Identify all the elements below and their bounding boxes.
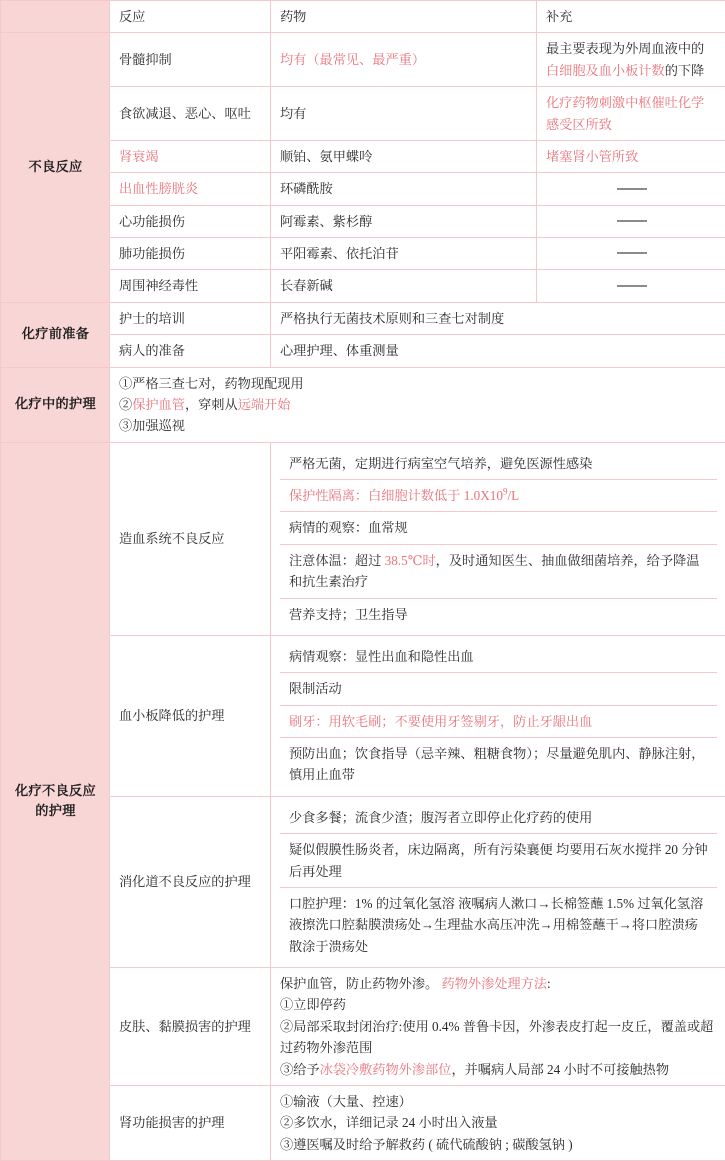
- item-small-frequent-meals: 少食多餐；流食少渣；腹泻者立即停止化疗药的使用: [280, 802, 717, 834]
- prep-patient-preparation-content: 心理护理、体重测量: [271, 335, 725, 367]
- item-condition-observation: 病情的观察：血常规: [280, 512, 717, 544]
- em-dash-icon: [617, 252, 647, 254]
- item-tooth-brushing: 刷牙：用软毛刷；不要使用牙签剔牙，防止牙龈出血: [280, 705, 717, 737]
- item-tail: /L: [507, 488, 519, 503]
- list-item: [280, 887, 717, 962]
- table-row: [1, 635, 725, 796]
- drug-pulmonary-damage: 平阳霉素、依托泊苷: [271, 238, 537, 270]
- header-cell-blank: [1, 1, 110, 33]
- skin-line-3: [280, 1016, 717, 1059]
- category-pre-chemo-preparation: 化疗前准备: [1, 302, 110, 367]
- item-suffix: ，及时通知医生、抽血做细菌培养，给予降温和抗生素治疗: [289, 553, 699, 589]
- table-row: [1, 238, 725, 270]
- note-peripheral-neurotoxicity: [537, 270, 725, 302]
- item-text: 保护性隔离：白细胞计数低于 1.0X10: [289, 488, 503, 503]
- superscript-9: 9: [503, 487, 508, 497]
- line-prefix: ②: [119, 397, 132, 412]
- group-label-hematopoietic: 造血系统不良反应: [110, 442, 271, 635]
- prep-nurse-training-content: 严格执行无菌技术原则和三查七对制度: [271, 302, 725, 334]
- list-item: [280, 641, 717, 673]
- group-content-digestive: [271, 796, 725, 967]
- table-row: [1, 87, 725, 141]
- line-text: ③加强巡视: [119, 418, 185, 433]
- note-bone-marrow-suppression: [537, 33, 725, 87]
- drug-renal-failure: 顺铂、氨甲蝶呤: [271, 140, 537, 172]
- renal-line-2: [280, 1112, 717, 1133]
- table-row: [1, 367, 725, 442]
- note-renal-failure: 堵塞肾小管所致: [537, 140, 725, 172]
- note-appetite-nausea-vomiting: 化疗药物刺激中枢催吐化学感受区所致: [537, 87, 725, 141]
- group-label-thrombocytopenia: 血小板降低的护理: [110, 635, 271, 796]
- group-label-renal-function: 肾功能损害的护理: [110, 1085, 271, 1160]
- table-row: [1, 335, 725, 367]
- header-cell-reaction: 反应: [110, 1, 271, 33]
- line-text: ②局部采取封闭治疗:使用 0.4% 普鲁卡因，外渗表皮打起一皮丘，覆盖或超过药物外渗范围: [280, 1019, 713, 1055]
- table-row: [1, 270, 725, 302]
- table-row: [1, 302, 725, 334]
- note-highlight: 白细胞及血小板计数: [546, 63, 665, 78]
- line-text: ①输液（大量、控速）: [280, 1094, 412, 1109]
- line-highlight: 冰袋冷敷药物外渗部位: [320, 1062, 452, 1077]
- note-cardiac-damage: [537, 205, 725, 237]
- em-dash-icon: [617, 220, 647, 222]
- table-header-row: [1, 1, 725, 33]
- em-dash-icon: [617, 285, 647, 287]
- skin-line-2: [280, 994, 717, 1015]
- group-content-thrombocytopenia: [271, 635, 725, 796]
- inner-list: [280, 641, 717, 791]
- group-label-skin-mucosa: 皮肤、黏膜损害的护理: [110, 968, 271, 1086]
- reaction-cardiac-damage: 心功能损伤: [110, 205, 271, 237]
- drug-peripheral-neurotoxicity: 长春新碱: [271, 270, 537, 302]
- reaction-pulmonary-damage: 肺功能损伤: [110, 238, 271, 270]
- item-highlight: 38.5℃时: [385, 553, 436, 568]
- table-row: [1, 968, 725, 1086]
- group-content-skin-mucosa: [271, 968, 725, 1086]
- line-highlight-2: 远端开始: [238, 397, 291, 412]
- item-nutrition-support: 营养支持；卫生指导: [280, 598, 717, 630]
- drug-bone-marrow-suppression: 均有（最常见、最严重）: [271, 33, 537, 87]
- inner-list: [280, 448, 717, 630]
- list-item: [280, 480, 717, 512]
- prep-nurse-training-label: 护士的培训: [110, 302, 271, 334]
- group-content-hematopoietic: [271, 442, 725, 635]
- item-temperature-watch: [280, 544, 717, 598]
- header-cell-drug: 药物: [271, 1, 537, 33]
- skin-line-1: [280, 973, 717, 994]
- item-bleeding-observation: 病情观察：显性出血和隐性出血: [280, 641, 717, 673]
- item-strict-asepsis: 严格无菌，定期进行病室空气培养，避免医源性感染: [280, 448, 717, 480]
- line-highlight: 药物外渗处理方法: [442, 976, 548, 991]
- table-row: [1, 796, 725, 967]
- reaction-renal-failure: 肾衰竭: [110, 140, 271, 172]
- reaction-hemorrhagic-cystitis: 出血性膀胱炎: [110, 173, 271, 205]
- line-suffix: ，并嘱病人局部 24 小时不可接触热物: [451, 1062, 669, 1077]
- during-chemo-line-2: [119, 394, 717, 415]
- list-item: [280, 834, 717, 888]
- during-chemo-line-1: [119, 373, 717, 394]
- line-text: ①严格三查七对，药物现配现用: [119, 376, 304, 391]
- line-mid: ，穿刺从: [185, 397, 238, 412]
- category-adverse-reaction-care: 化疗不良反应的护理: [1, 442, 110, 1160]
- line-text: ③遵医嘱及时给予解救药 ( 硫代硫酸钠 ; 碳酸氢钠 ): [280, 1137, 573, 1152]
- list-item: [280, 598, 717, 630]
- list-item: [280, 673, 717, 705]
- reaction-appetite-nausea-vomiting: 食欲减退、恶心、呕吐: [110, 87, 271, 141]
- item-oral-care: 口腔护理：1% 的过氧化氢溶 液嘱病人漱口→长棉签蘸 1.5% 过氧化氢溶液擦洗口腔黏膜溃疡处→生理盐水高压冲洗→用棉签蘸干→将口腔溃疡散涂于溃疡处: [280, 887, 717, 962]
- category-adverse-reactions: 不良反应: [1, 33, 110, 302]
- during-chemo-line-3: [119, 415, 717, 436]
- table-row: [1, 205, 725, 237]
- item-pseudomembranous-colitis: 疑似假膜性肠炎者，床边隔离，所有污染襄便 均要用石灰水搅拌 20 分钟后再处理: [280, 834, 717, 888]
- line-prefix: ③给予: [280, 1062, 320, 1077]
- table-row: [1, 173, 725, 205]
- table-row: [1, 140, 725, 172]
- drug-hemorrhagic-cystitis: 环磷酰胺: [271, 173, 537, 205]
- list-item: [280, 802, 717, 834]
- list-item: [280, 738, 717, 791]
- table-row: [1, 1085, 725, 1160]
- line-prefix: 保护血管，防止药物外渗。: [280, 976, 442, 991]
- list-item: [280, 512, 717, 544]
- em-dash-icon: [617, 188, 647, 190]
- prep-patient-preparation-label: 病人的准备: [110, 335, 271, 367]
- note-suffix: 的下降: [665, 63, 705, 78]
- note-pulmonary-damage: [537, 238, 725, 270]
- table-row: [1, 442, 725, 635]
- group-label-digestive: 消化道不良反应的护理: [110, 796, 271, 967]
- list-item: [280, 544, 717, 598]
- note-prefix: 最主要表现为外周血液中的: [546, 41, 704, 56]
- line-text: ②多饮水，详细记录 24 小时出入液量: [280, 1115, 498, 1130]
- line-text: ①立即停药: [280, 997, 346, 1012]
- list-item: [280, 705, 717, 737]
- item-protective-isolation: [280, 480, 717, 512]
- drug-appetite-nausea-vomiting: 均有: [271, 87, 537, 141]
- item-bleeding-prevention: 预防出血；饮食指导（忌辛辣、粗糖食物）；尽量避免肌内、静脉注射，慎用止血带: [280, 738, 717, 791]
- line-suffix: :: [547, 976, 551, 991]
- category-during-chemo-care: 化疗中的护理: [1, 367, 110, 442]
- inner-list: [280, 802, 717, 962]
- line-highlight-1: 保护血管: [132, 397, 185, 412]
- renal-line-1: [280, 1091, 717, 1112]
- header-cell-note: 补充: [537, 1, 725, 33]
- reaction-peripheral-neurotoxicity: 周围神经毒性: [110, 270, 271, 302]
- reaction-bone-marrow-suppression: 骨髓抑制: [110, 33, 271, 87]
- note-hemorrhagic-cystitis: [537, 173, 725, 205]
- skin-line-4: [280, 1059, 717, 1080]
- drug-cardiac-damage: 阿霉素、紫杉醇: [271, 205, 537, 237]
- during-chemo-care-content: [110, 367, 725, 442]
- list-item: [280, 448, 717, 480]
- renal-line-3: [280, 1134, 717, 1155]
- group-content-renal-function: [271, 1085, 725, 1160]
- table-row: [1, 33, 725, 87]
- item-limit-activity: 限制活动: [280, 673, 717, 705]
- item-prefix: 注意体温：超过: [289, 553, 385, 568]
